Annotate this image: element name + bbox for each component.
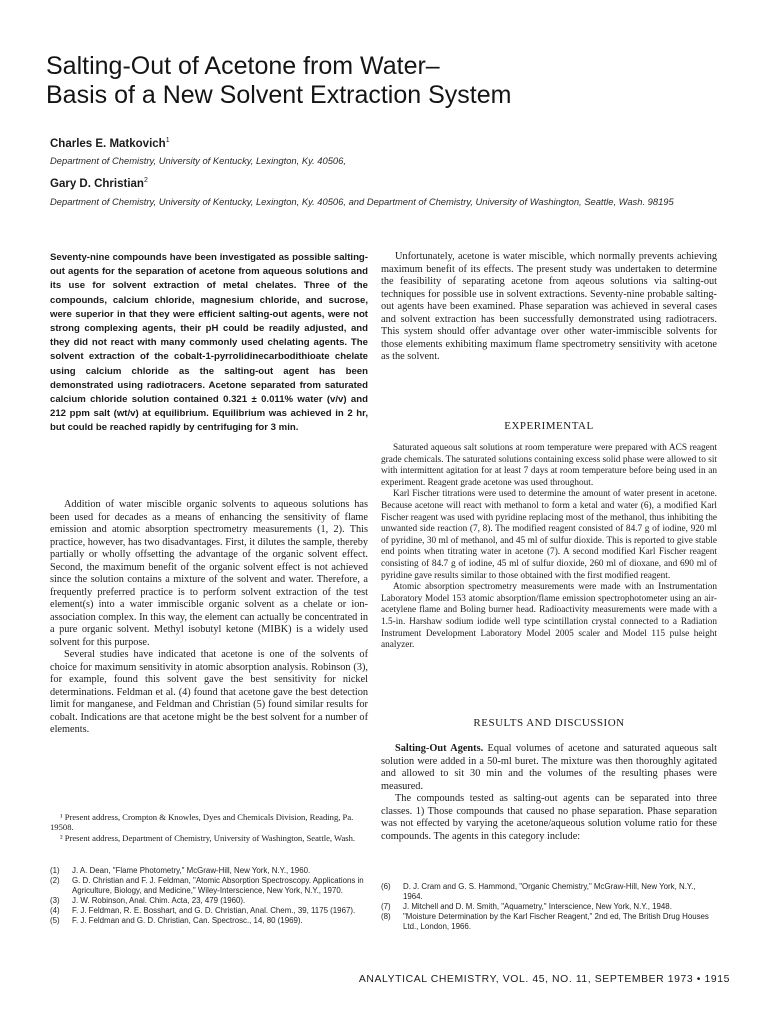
results-paragraph-1: Salting-Out Agents. Equal volumes of acetone and saturated aqueous salt solution were added in a 50-ml buret. The mixture was then thoroughly agitated and allowed to sit 30 min and the volumes of the resulting phases were measured. — [381, 743, 717, 792]
right-intro-paragraph: Unfortunately, acetone is water miscible, which normally prevents achieving maximum benefit of its effects. The present study was undertaken to determine the feasibility of separating acetone from aqeous solutions via salting-out techniques for possible use in solvent extractions. Seventy-nine probable salting-out agents have been examined. Phase separation was achieved in several cases and solvent extraction has been successfully demonstrated using radiotracers. This system should offer advantage over other water-immiscible solvents for those elements exhibiting maximum flame spectrometry sensitivity with acetone as the solvent. — [381, 251, 717, 362]
footnote-1: ¹ Present address, Crompton & Knowles, Dyes and Chemicals Division, Reading, Pa. 19508. — [50, 812, 354, 833]
results-section — [381, 743, 717, 843]
author-2-marker: 2 — [143, 177, 148, 184]
author-1-marker: 1 — [165, 137, 170, 144]
experimental-heading: EXPERIMENTAL — [504, 420, 594, 432]
reference-item: (2) G. D. Christian and F. J. Feldman, "Atomic Absorption Spectroscopy. Applications in Agriculture, Biology, and Medicine," Wiley-Interscience, New York, N.Y., 1970. — [50, 876, 364, 895]
reference-item: (5) F. J. Feldman and G. D. Christian, Can. Spectrosc., 14, 80 (1969). — [50, 916, 303, 926]
reference-item: (3) J. W. Robinson, Anal. Chim. Acta, 23, 479 (1960). — [50, 895, 246, 905]
results-paragraph-2: The compounds tested as salting-out agents can be separated into three classes. 1) Those compounds that caused no phase separation. Phase separation was not effected by varying the acetone/aqueous solution volume ratio for these compounds. The agents in this category include: — [381, 793, 717, 842]
results-subhead: Salting-Out Agents. — [395, 743, 484, 754]
references-right — [381, 882, 717, 932]
author-1-affiliation: Department of Chemistry, University of Kentucky, Lexington, Ky. 40506, — [50, 155, 346, 166]
abstract: Seventy-nine compounds have been investigated as possible salting-out agents for the separation of acetone from aqueous solutions and its use for solvent extraction of metal chelates. Three of the compounds, calcium chloride, magnesium chloride, and sucrose, were superior in that they were efficient salting-out agents, were not strong complexing agents, their pH could be readily adjusted, and they did not react with many commonly used chelating agents. The solvent extraction of the cobalt-1-pyrrolidinecarbodithioate chelate using calcium chloride as the salting-out agent has been demonstrated using radiotracers. Acetone separated from saturated calcium chloride solution contained 0.321 ± 0.011% water (v/v) and 212 ppm salt (wt/v) at equilibrium. Equilibrium was achieved in 2 hr, but could be reached rapidly by centrifuging for 3 min. — [50, 252, 368, 434]
right-intro — [381, 251, 717, 364]
experimental-paragraph-2: Karl Fischer titrations were used to determine the amount of water present in acetone. Because acetone will react with methanol to form a ketal and water (6), a modified Karl Fischer reagent was used with pyridine replacing most of the methanol, thus inhibiting the unwanted side reaction (7, 8). The modified reagent consisted of 84.7 g of iodine, 920 ml of pyridine, 30 ml of methanol, and 45 ml of sulfur dioxide. This is reported to give stable end points when titrating water in acetone (7). A second modified Karl Fischer reagent consisting of 84.7 g of iodine, 45 ml of sulfur dioxide, 260 ml of dioxane, and 690 ml of pyridine gave results similar to those obtained with the first modified reagent. — [381, 489, 717, 581]
experimental-paragraph-3: Atomic absorption spectrometry measurements were made with an Instrumentation Laboratory Model 153 atomic absorption/flame emission spectrophotometer using an air-acetylene flame and Boling burner head. Radioactivity measurements were made with a 1.5-in. Harshaw sodium iodide well type scintillation crystal connected to a Radiation Instrument Development Laboratory Model 2005 scaler and Model 115 pulse height analyzer. — [381, 582, 717, 651]
page-footer: ANALYTICAL CHEMISTRY, VOL. 45, NO. 11, SEPTEMBER 1973 • 1915 — [358, 974, 730, 985]
introduction — [50, 499, 368, 737]
intro-paragraph-1: Addition of water miscible organic solvents to aqueous solutions has been used for decades as a means of enhancing the sensitivity of flame emission and atomic absorption spectrometry measurements (1, 2). This practice, however, has two disadvantages. First, it dilutes the sample, thereby partially or wholly offsetting the advantage of the organic solvent effect. Second, the maximum benefit of the organic solvent effect is not achieved since the solution contains a mixture of the solvent and water. Therefore, a frequently preferred practice is to perform solvent extraction of the test element(s) into a water immiscible organic solvent as a chelate or ion-association complex. In this way, the element can actually be concentrated in a pure organic solvent. Methyl isobutyl ketone (MIBK) is a widely used solvent for this purpose. — [50, 499, 368, 648]
intro-paragraph-2: Several studies have indicated that acetone is one of the solvents of choice for maximum sensitivity in atomic absorption analysis. Robinson (3), for example, found this solvent gave the best sensitivity for nickel determinations. Feldman et al. (4) found that acetone gave the best detection limit for manganese, and Feldman and Christian (5) found similar results for cobalt. Indications are that acetone might be the best solvent for a number of elements. — [50, 649, 368, 735]
reference-item: (8) "Moisture Determination by the Karl Fischer Reagent," 2nd ed, The British Drug Houses Ltd., London, 1966. — [381, 911, 709, 931]
experimental-paragraph-1: Saturated aqueous salt solutions at room temperature were prepared with ACS reagent grade chemicals. The saturated solutions containing excess solid phase were allowed to sit with intermittent agitation for at least 7 days at room temperature before being used in an experiment. Reagent grade acetone was used throughout. — [381, 443, 717, 488]
reference-item: (7) J. Mitchell and D. M. Smith, "Aquametry," Interscience, New York, N.Y., 1948. — [381, 901, 672, 911]
results-heading: RESULTS AND DISCUSSION — [473, 717, 625, 729]
experimental-section — [381, 443, 717, 652]
reference-item: (4) F. J. Feldman, R. E. Bosshart, and G. D. Christian, Anal. Chem., 39, 1175 (1967). — [50, 906, 356, 916]
references-left — [50, 866, 368, 927]
article-title — [46, 52, 706, 110]
reference-item: (1) J. A. Dean, "Flame Photometry," McGraw-Hill, New York, N.Y., 1960. — [50, 866, 311, 875]
author-2-name: Gary D. Christian$^2$ — [50, 177, 148, 190]
footnotes — [50, 812, 368, 843]
reference-item: (6) D. J. Cram and G. S. Hammond, "Organic Chemistry," McGraw-Hill, New York, N.Y., 1964. — [381, 882, 696, 901]
title-line-1: Salting-Out of Acetone from Water– — [46, 52, 440, 80]
author-2-affiliation: Department of Chemistry, University of Kentucky, Lexington, Ky. 40506, and Department of Chemistry, University of Washington, Seattle, Wash. 98195 — [50, 196, 674, 207]
author-1-name: Charles E. Matkovich$^1$ — [50, 137, 170, 150]
footnote-2: ² Present address, Department of Chemistry, University of Washington, Seattle, Wash. — [60, 832, 356, 843]
title-line-2: Basis of a New Solvent Extraction System — [46, 81, 512, 109]
